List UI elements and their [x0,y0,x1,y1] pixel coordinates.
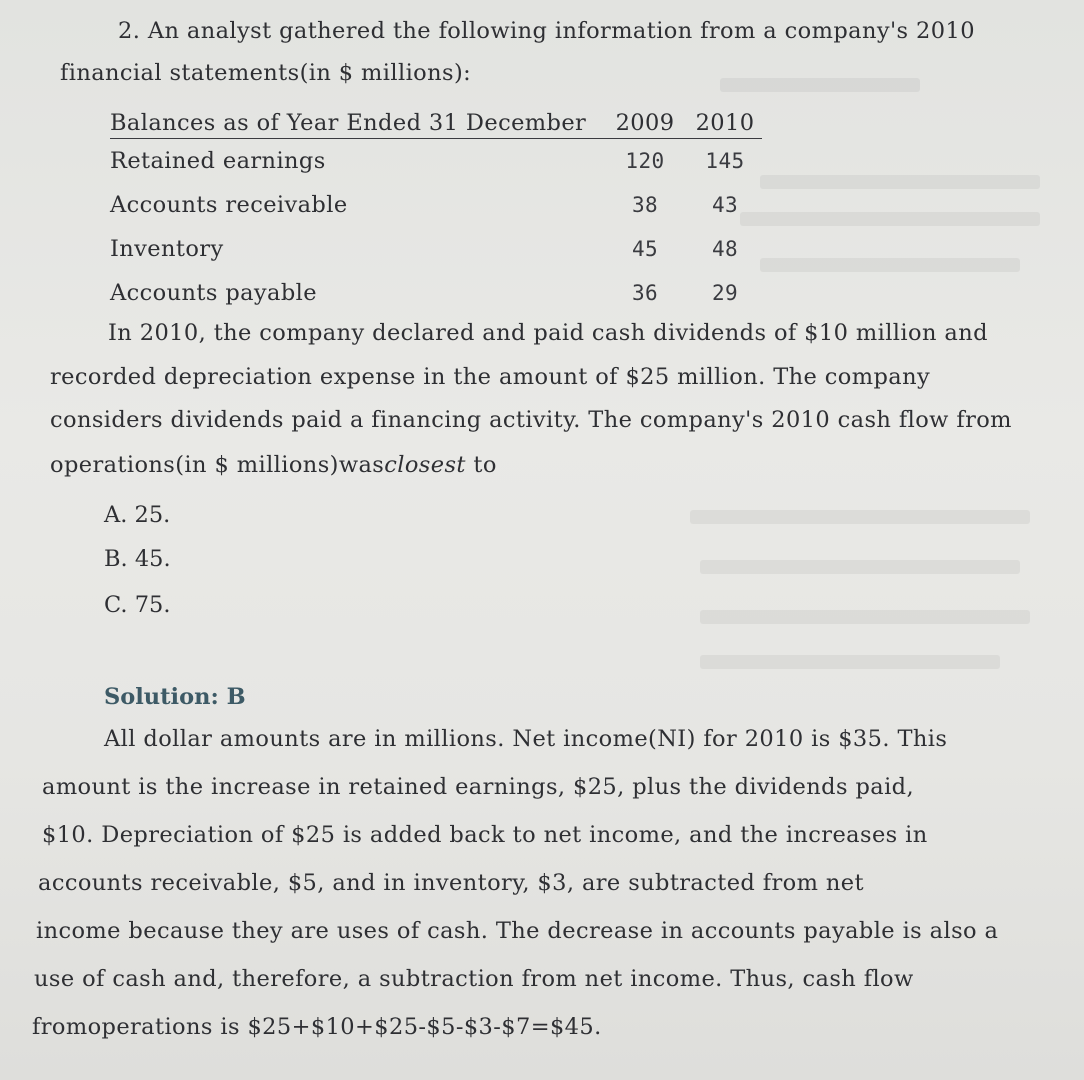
solution-line-3: $10. Depreciation of $25 is added back to net income, and the increases in [42,822,928,848]
bleed-through [740,212,1040,226]
bleed-through [690,510,1030,524]
row-label: Accounts receivable [110,192,348,218]
row-value-2010: 29 [711,281,739,305]
question-line-2: financial statements(in $ millions): [60,60,472,86]
solution-line-7: fromoperations is $25+$10+$25-$5-$3-$7=$45. [32,1014,602,1040]
solution-heading: Solution: B [104,684,246,710]
solution-line-5: income because they are uses of cash. The decrease in accounts payable is also a [36,918,999,944]
question-paragraph-line-3: considers dividends paid a financing activity. The company's 2010 cash flow from [50,407,1012,433]
row-value-2009: 120 [625,149,665,173]
row-value-2010: 43 [711,193,739,217]
question-line-1: 2. An analyst gathered the following information from a company's 2010 [118,18,975,44]
bleed-through [720,78,920,92]
table-row [110,139,762,184]
question-paragraph-line-2: recorded depreciation expense in the amount of $25 million. The company [50,364,931,390]
bleed-through [760,175,1040,189]
table-row [110,227,762,271]
question-paragraph-line-4: operations(in $ millions)wasclosest to [50,452,497,478]
bleed-through [700,610,1030,624]
solution-answer: B [226,684,246,710]
row-label: Retained earnings [110,148,326,174]
emphasis-closest: closest [384,452,466,478]
table-row [110,271,762,315]
bleed-through [760,258,1020,272]
solution-line-6: use of cash and, therefore, a subtraction from net income. Thus, cash flow [34,966,914,992]
balances-table [110,98,762,315]
solution-line-2: amount is the increase in retained earnings, $25, plus the dividends paid, [42,774,915,800]
row-value-2010: 48 [711,237,739,261]
row-value-2010: 145 [705,149,745,173]
row-label: Inventory [110,236,224,262]
solution-line-1: All dollar amounts are in millions. Net income(NI) for 2010 is $35. This [104,726,948,752]
option-c: C. 75. [104,592,171,618]
row-value-2009: 36 [631,281,659,305]
row-label: Accounts payable [110,280,317,306]
bleed-through [700,560,1020,574]
table-header-2009: 2009 [602,98,688,139]
table-header-row [110,98,762,139]
row-value-2009: 38 [631,193,659,217]
question-paragraph-line-1: In 2010, the company declared and paid cash dividends of $10 million and [108,320,988,346]
table-row [110,183,762,227]
table-header-2010: 2010 [688,98,762,139]
table-header-label: Balances as of Year Ended 31 December [110,98,602,139]
option-b: B. 45. [104,546,171,572]
option-a: A. 25. [104,502,171,528]
bleed-through [700,655,1000,669]
row-value-2009: 45 [631,237,659,261]
solution-line-4: accounts receivable, $5, and in inventory, $3, are subtracted from net [38,870,864,896]
